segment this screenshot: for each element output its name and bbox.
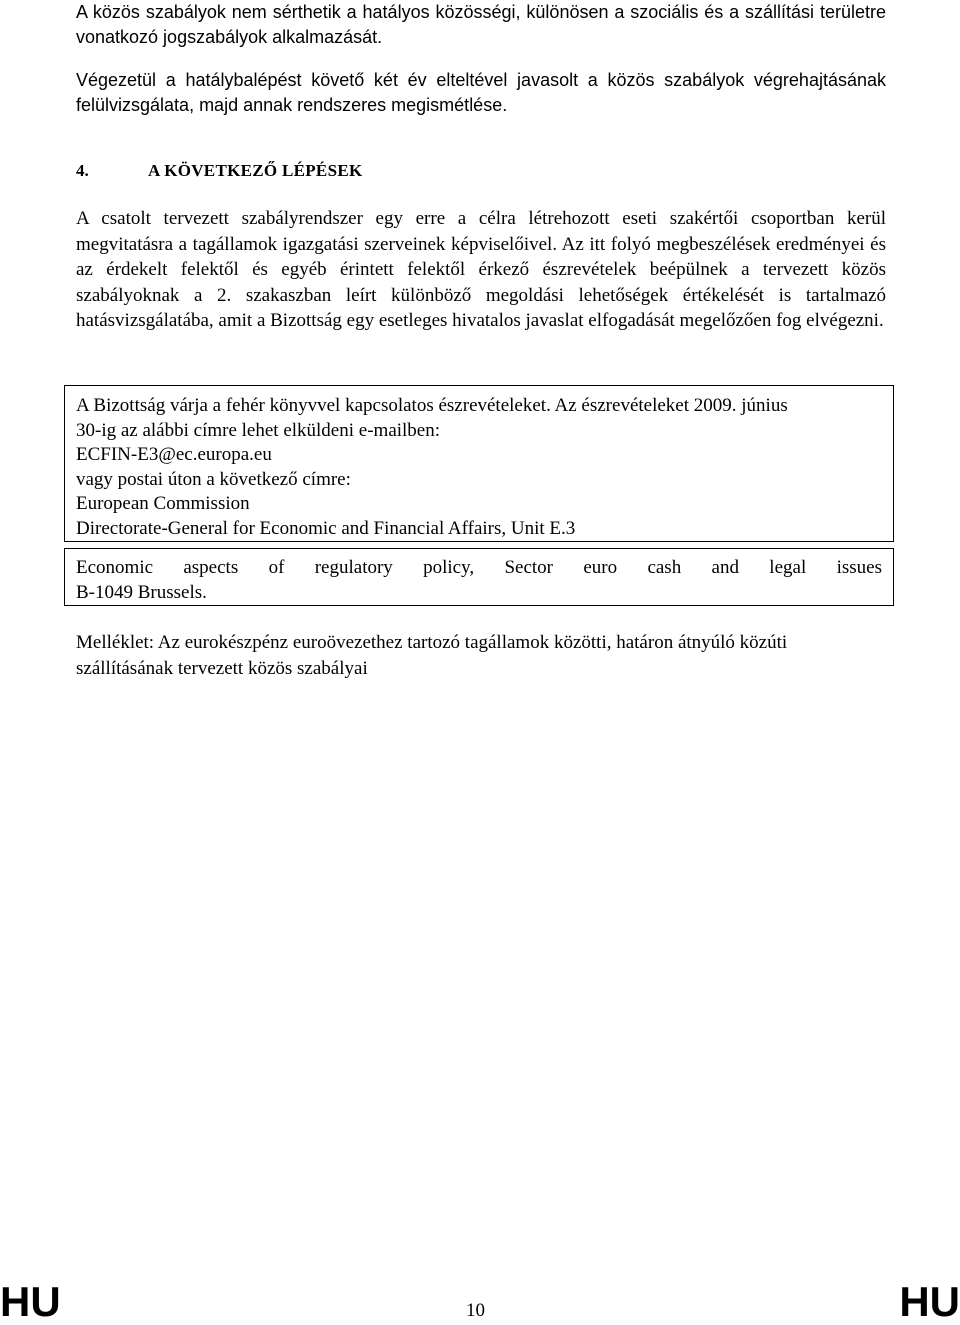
address-word: aspects (183, 557, 239, 578)
address-word: and (711, 557, 739, 578)
address-word: of (268, 557, 285, 578)
address-word: legal (769, 557, 807, 578)
paragraph-review: Végezetül a hatálybalépést követő két év elteltével javasolt a közös szabályok végrehajtásának felülvizsgálata, majd annak rendszeres megismétlése. (76, 70, 886, 115)
paragraph-common-rules: A közös szabályok nem sérthetik a hatályos közösségi, különösen a szociális és a szállítási területre vonatkozó jogszabályok alkalmazását. (76, 2, 886, 47)
address-word: Economic (76, 557, 154, 578)
section-heading (76, 161, 362, 181)
contact-line: European Commission (76, 493, 250, 514)
contact-line: vagy postai úton a következő címre: (76, 468, 351, 490)
address-word: policy, (423, 557, 475, 578)
paragraph-annex: Melléklet: Az eurokészpénz euroövezethez tartozó tagállamok közötti, határon átnyúló közúti szállításának tervezett közös szabályai (76, 632, 788, 679)
contact-email[interactable]: ECFIN-E3@ec.europa.eu (76, 444, 272, 465)
footer-language-code-right: HU (899, 1278, 960, 1325)
address-city: B-1049 Brussels. (76, 581, 207, 603)
address-box (64, 548, 894, 606)
contact-line: 30-ig az alábbi címre lehet elküldeni e-mailben: (76, 419, 441, 441)
page-number: 10 (466, 1300, 485, 1321)
address-word: euro (583, 557, 618, 578)
address-word: Sector (504, 557, 554, 578)
section-number: 4. (76, 161, 89, 180)
contact-line: A Bizottság várja a fehér könyvvel kapcsolatos észrevételeket. Az észrevételeket 2009. június (76, 395, 788, 416)
footer-language-code-left: HU (0, 1278, 61, 1325)
address-word: regulatory (314, 557, 393, 578)
address-word: cash (647, 557, 682, 578)
section-title: A KÖVETKEZŐ LÉPÉSEK (148, 161, 363, 180)
contact-line: Directorate-General for Economic and Financial Affairs, Unit E.3 (76, 517, 576, 539)
address-word: issues (836, 557, 882, 578)
address-line (76, 556, 882, 581)
paragraph-next-steps: A csatolt tervezett szabályrendszer egy erre a célra létrehozott eseti szakértői csoportban kerül megvitatásra a tagállamok igazgatási szerveinek képviselőivel. Az itt folyó megbeszélések eredményei és az érdekelt felektől és egyéb érintett felektől érkező észrevételek beépülnek a tervezett közös szabályoknak a 2. szakaszban leírt különböző megoldási lehetőségek értékelését is tartalmazó hatásvizsgálatába, amit a Bizottság egy esetleges hivatalos javaslat elfogadását megelőzően fog elvégezni. (76, 208, 886, 331)
contact-box (64, 385, 894, 542)
